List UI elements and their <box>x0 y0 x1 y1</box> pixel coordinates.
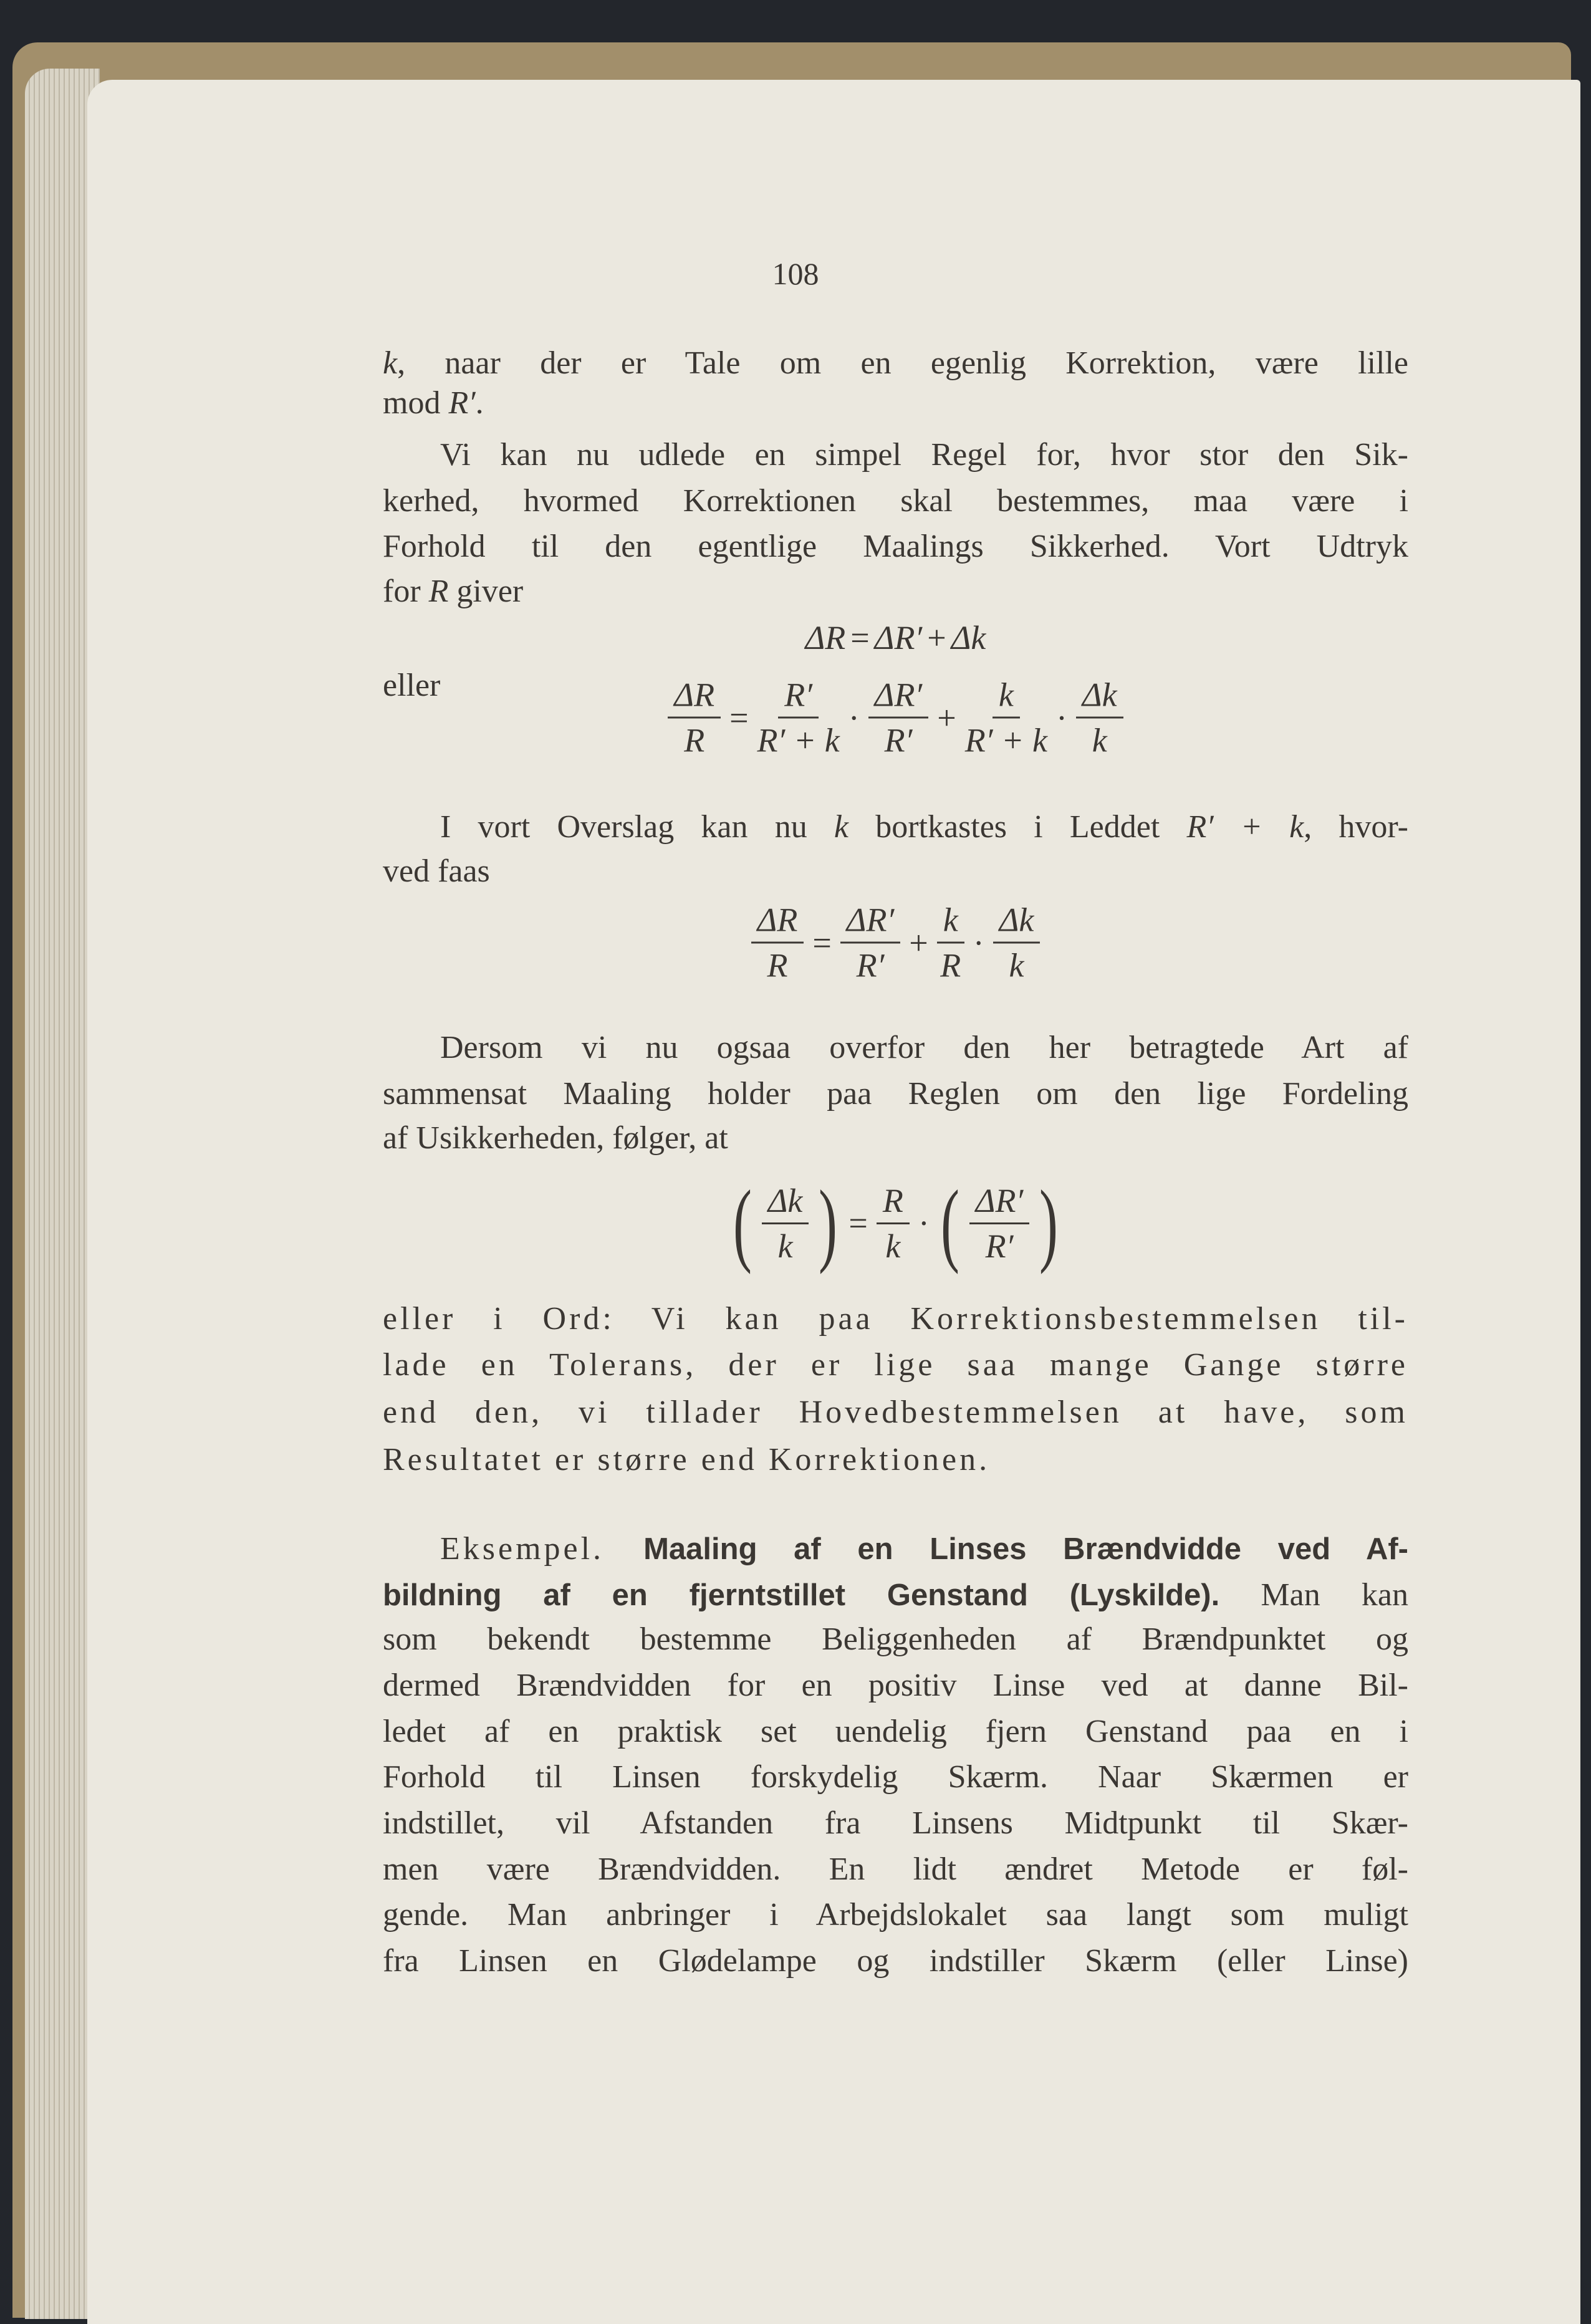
fraction <box>937 901 964 985</box>
text: Eksempel. <box>440 1531 644 1567</box>
text-line: men være Brændvidden. En lidt ændret Metode er føl- <box>383 1851 1408 1887</box>
text-line: sammensat Maaling holder paa Reglen om den lige Fordeling <box>383 1076 1408 1112</box>
math-var: R <box>428 574 449 609</box>
paren: ) <box>819 1171 838 1275</box>
page-number: 108 <box>772 256 819 291</box>
section-heading: bildning af en fjerntstillet Genstand (Lyskilde). <box>383 1578 1220 1612</box>
text-line: Forhold til Linsen forskydelig Skærm. Naar Skærmen er <box>383 1759 1408 1795</box>
text-line: Vi kan nu udlede en simpel Regel for, hvor stor den Sik- <box>440 437 1408 473</box>
denominator: R′ + k <box>964 721 1047 759</box>
numerator: k <box>937 901 964 944</box>
denominator: R <box>940 946 961 984</box>
paren: ( <box>733 1171 752 1275</box>
math-op: · <box>1055 699 1067 736</box>
numerator: ΔR′ <box>840 901 901 944</box>
text-line: lade en Tolerans, der er lige saa mange Gange større <box>383 1347 1408 1383</box>
math-op: = <box>850 619 870 656</box>
fraction <box>965 676 1047 760</box>
denominator: k <box>885 1227 901 1265</box>
denominator: R′ + k <box>757 721 840 759</box>
math-op: + <box>937 699 956 736</box>
text-line: fra Linsen en Glødelampe og indstiller Skærm (eller Linse) <box>383 1943 1408 1979</box>
text: Man kan <box>1219 1577 1408 1613</box>
numerator: R <box>877 1181 910 1224</box>
text-line: Forhold til den egentlige Maalings Sikkerhed. Vort Udtryk <box>383 529 1408 564</box>
text: , naar der er Tale om en egenlig Korrektion, være lille <box>397 345 1408 381</box>
text: bortkastes i Leddet <box>848 809 1187 845</box>
text: . <box>475 385 484 421</box>
text-line <box>383 804 1408 850</box>
fraction <box>668 676 721 760</box>
math-term: ΔR <box>805 619 846 656</box>
denominator: R <box>767 946 788 984</box>
text-line: eller i Ord: Vi kan paa Korrektionsbestemmelsen til- <box>383 1301 1408 1337</box>
fraction <box>868 676 929 760</box>
equation-1 <box>383 618 1408 657</box>
fraction <box>757 676 840 760</box>
math-var: R′ + k <box>1186 809 1304 845</box>
numerator: ΔR <box>668 676 721 719</box>
numerator: R′ <box>778 676 819 719</box>
equation-4 <box>383 1171 1408 1275</box>
fraction <box>751 901 804 985</box>
math-op: = <box>729 699 749 736</box>
text-line: Dersom vi nu ogsaa overfor den her betragtede Art af <box>440 1030 1408 1065</box>
math-var: k <box>383 345 398 381</box>
text: for <box>383 574 429 609</box>
denominator: R′ <box>884 721 913 759</box>
text-line <box>383 569 1408 615</box>
numerator: Δk <box>762 1181 809 1224</box>
math-var: k <box>834 809 848 845</box>
paren: ) <box>1039 1171 1059 1275</box>
math-op: · <box>848 699 860 736</box>
fraction <box>1076 676 1123 760</box>
text: giver <box>448 574 524 609</box>
fraction <box>877 1181 910 1265</box>
text-line: ved faas <box>383 853 490 889</box>
numerator: ΔR <box>751 901 804 944</box>
denominator: R′ <box>856 946 885 984</box>
math-term: Δk <box>951 619 986 656</box>
text: mod <box>383 385 449 421</box>
numerator: k <box>993 676 1020 719</box>
math-op: · <box>918 1204 930 1242</box>
math-op: + <box>927 619 946 656</box>
math-op: = <box>848 1204 868 1242</box>
denominator: k <box>1092 721 1107 759</box>
math-op: = <box>812 924 832 961</box>
fraction <box>993 901 1041 985</box>
denominator: k <box>777 1227 793 1265</box>
text-line: end den, vi tillader Hovedbestemmelsen at have, som <box>383 1395 1408 1430</box>
text-line: af Usikkerheden, følger, at <box>383 1120 728 1156</box>
numerator: ΔR′ <box>868 676 929 719</box>
text-eller: eller <box>383 668 441 703</box>
section-heading: Maaling af en Linses Brændvidde ved Af- <box>643 1532 1408 1566</box>
fraction <box>762 1181 809 1265</box>
fraction <box>969 1181 1030 1265</box>
math-term: ΔR′ <box>874 619 923 656</box>
denominator: R′ <box>985 1227 1014 1265</box>
text: I vort Overslag kan nu <box>440 809 834 845</box>
text-line <box>383 340 1408 387</box>
numerator: Δk <box>993 901 1041 944</box>
math-var: R′ <box>448 385 476 421</box>
text-line: gende. Man anbringer i Arbejdslokalet saa langt som muligt <box>383 1897 1408 1933</box>
text-line: dermed Brændvidden for en positiv Linse ved at danne Bil- <box>383 1668 1408 1703</box>
text-line <box>383 1526 1408 1572</box>
numerator: Δk <box>1076 676 1123 719</box>
math-op: · <box>973 924 984 961</box>
denominator: k <box>1009 946 1024 984</box>
text: , hvor- <box>1304 809 1408 845</box>
fraction <box>840 901 901 985</box>
numerator: ΔR′ <box>969 1181 1030 1224</box>
equation-2 <box>383 676 1408 760</box>
text-line: indstillet, vil Afstanden fra Linsens Midtpunkt til Skær- <box>383 1805 1408 1841</box>
equation-3 <box>383 901 1408 985</box>
text-line <box>383 380 1408 426</box>
denominator: R <box>684 721 705 759</box>
text-line: kerhed, hvormed Korrektionen skal bestemmes, maa være i <box>383 483 1408 519</box>
text-line: ledet af en praktisk set uendelig fjern Genstand paa en i <box>383 1714 1408 1749</box>
text-line: Resultatet er større end Korrektionen. <box>383 1442 991 1477</box>
text-line: som bekendt bestemme Beliggenheden af Brændpunktet og <box>383 1621 1408 1657</box>
paren: ( <box>940 1171 959 1275</box>
text-line <box>383 1572 1408 1618</box>
math-op: + <box>909 924 928 961</box>
